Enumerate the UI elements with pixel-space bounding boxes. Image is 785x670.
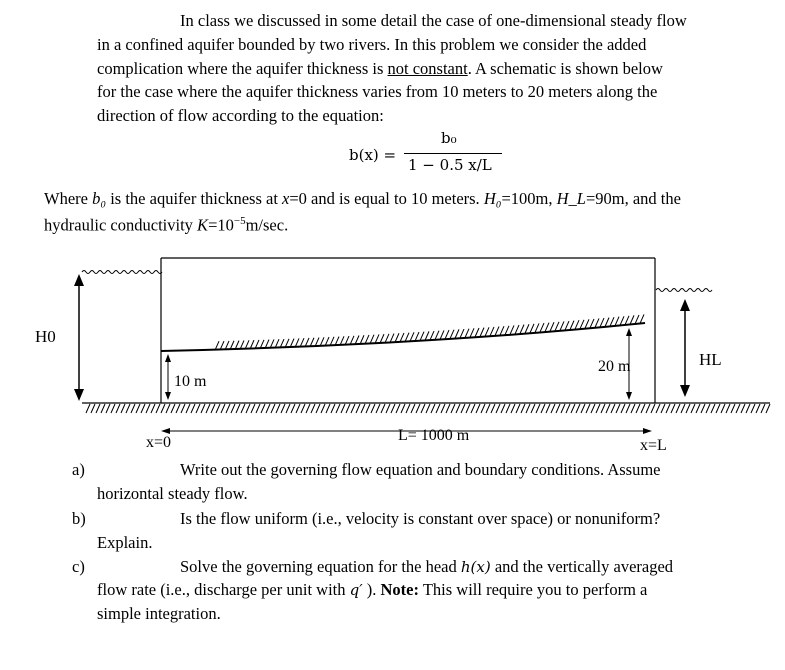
intro-line-1: In class we discussed in some detail the case of one-dimensional steady flow	[180, 11, 687, 30]
question-a-line-1: Write out the governing flow equation and boundary conditions. Assume	[180, 460, 661, 479]
intro-line-4: for the case where the aquifer thickness varies from 10 meters to 20 meters along the	[97, 82, 658, 101]
question-c-line-2: flow rate (i.e., discharge per unit with q′ ). Note: This will require you to perform a	[97, 580, 648, 599]
fraction-bar	[404, 153, 502, 154]
underlined-text: not constant	[387, 59, 468, 78]
question-b-line-1: Is the flow uniform (i.e., velocity is constant over space) or nonuniform?	[180, 509, 661, 528]
equation-lhs: b(x) =	[349, 146, 397, 164]
label-x0: x=0	[146, 434, 172, 451]
aquifer-schematic	[0, 250, 785, 460]
label-10m: 10 m	[174, 373, 207, 390]
question-c-line-1: Solve the governing equation for the head h(x) and the vertically averaged	[180, 557, 674, 576]
HL-arrow-up-head	[680, 299, 690, 311]
question-b-line-2: Explain.	[97, 533, 153, 552]
intro-line-2: in a confined aquifer bounded by two rivers. In this problem we consider the added	[97, 35, 647, 54]
question-c-line-3: simple integration.	[97, 604, 221, 623]
H0-arrow-down-head	[74, 389, 84, 401]
label-xL: x=L	[640, 437, 667, 454]
left-water-surface	[82, 271, 162, 274]
right-water-surface	[656, 289, 712, 292]
label-HL: HL	[699, 350, 722, 369]
equation-numerator: b₀	[441, 129, 457, 147]
question-c-label: c)	[72, 557, 85, 576]
equation-denominator: 1 − 0.5 x/L	[408, 156, 492, 174]
intro-line-3: complication where the aquifer thickness is not constant. A schematic is shown below	[97, 59, 663, 78]
question-a-line-2: horizontal steady flow.	[97, 484, 248, 503]
given-line-1: Where b₀ is the aquifer thickness at x=0 and is equal to 10 meters. H₀=100m, H_L=90m, and the	[44, 189, 681, 208]
label-length: L= 1000 m	[398, 427, 470, 444]
label-H0: H0	[35, 327, 56, 346]
HL-arrow-down-head	[680, 385, 690, 397]
question-a-label: a)	[72, 460, 85, 479]
label-20m: 20 m	[598, 358, 631, 375]
intro-line-5: direction of flow according to the equation:	[97, 106, 384, 125]
bedrock-hatch	[86, 404, 770, 413]
aquifer-top-boundary	[161, 323, 645, 351]
given-line-2: hydraulic conductivity $K=10^{-5}m/\sec$.	[44, 215, 289, 235]
confining-layer-hatch	[215, 314, 644, 350]
question-b-label: b)	[72, 509, 86, 528]
H0-arrow-up-head	[74, 274, 84, 286]
